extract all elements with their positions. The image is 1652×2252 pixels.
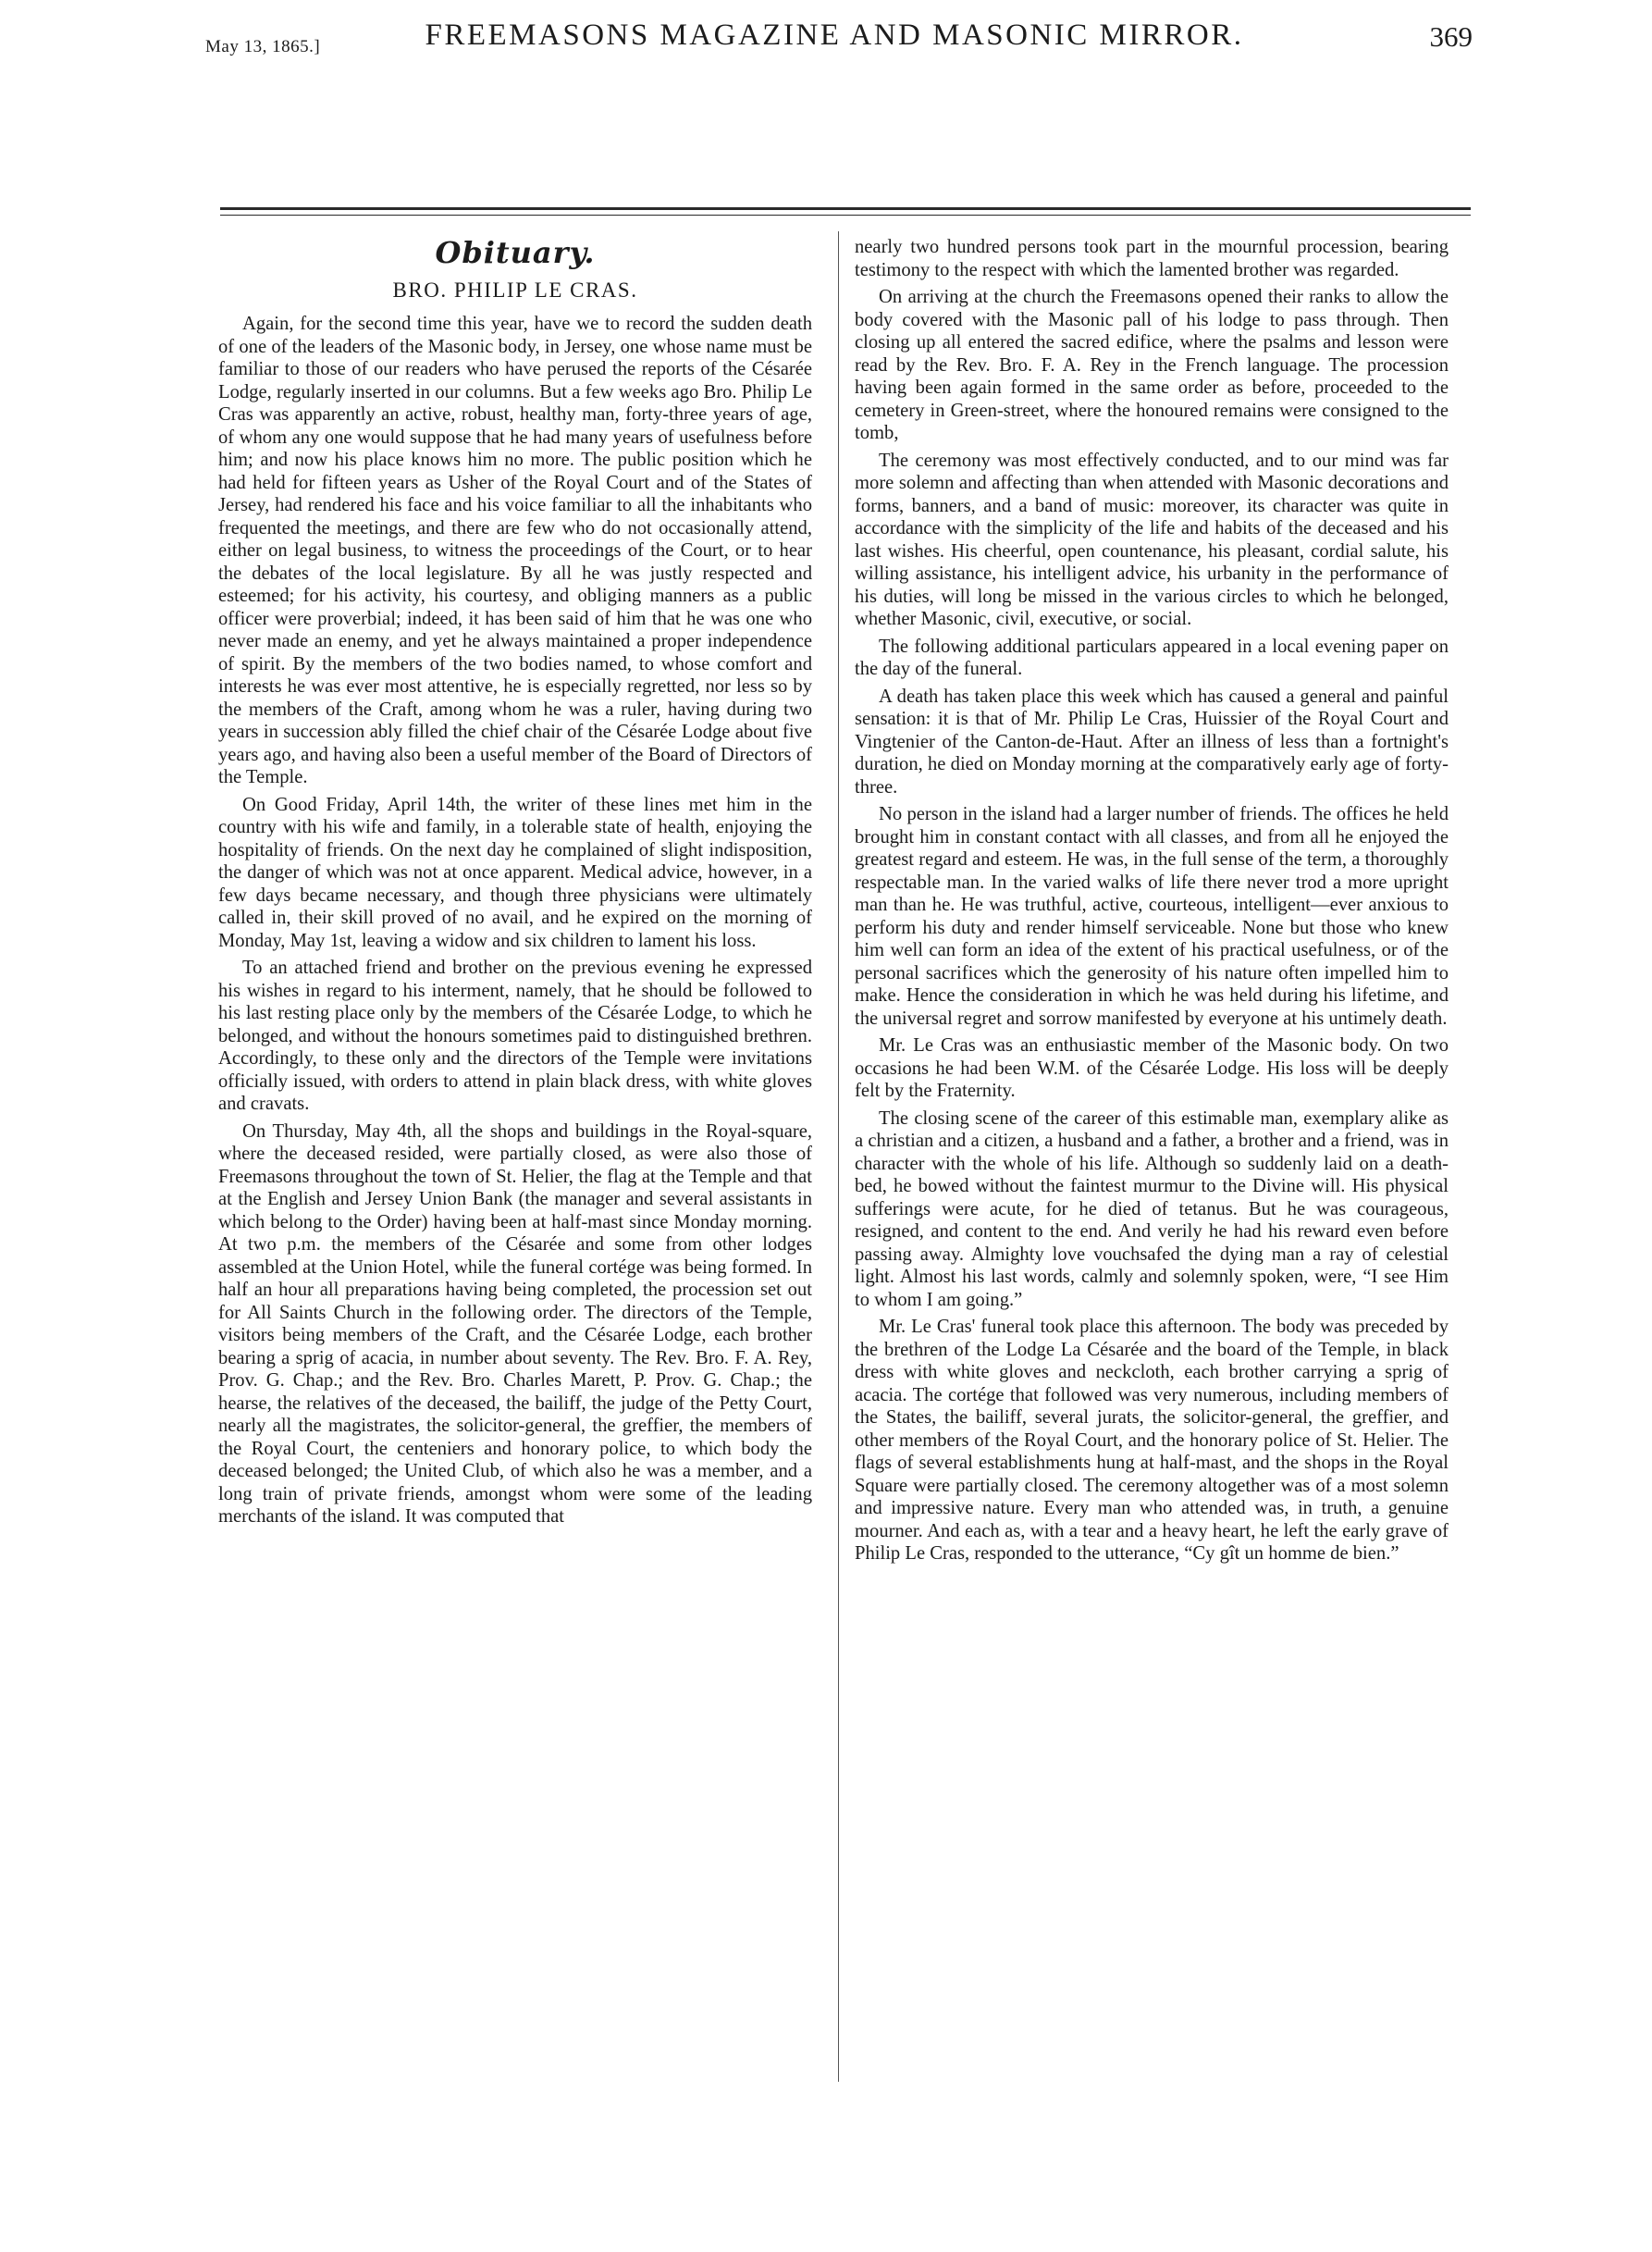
- paragraph: The following additional particulars appeared in a local evening paper on the day of the funeral.: [855, 636, 1449, 679]
- paragraph: On Good Friday, April 14th, the writer of these lines met him in the country with his wife and family, in a tolerable state of health, enjoying the hospitality of friends. On the next day he complained of slight indisposition, the danger of which was not at once apparent. Medical advice, however, in a few days became necessary, and though three physicians were ultimately called in, their skill proved of no avail, and he expired on the morning of Monday, May 1st, leaving a widow and six children to lament his loss.: [218, 794, 812, 951]
- paragraph: The closing scene of the career of this estimable man, exemplary alike as a christian and a citizen, a husband and a father, a brother and a friend, was in character with the whole of his life. Although so suddenly laid on a death-bed, he bowed without the faintest murmur to the Divine will. His physical sufferings were acute, for he died of tetanus. But he was courageous, resigned, and content to the end. And verily he had his reward even before passing away. Almighty love vouchsafed the dying man a ray of celestial light. Almost his last words, calmly and solemnly spoken, were, “I see Him to whom I am going.”: [855, 1107, 1449, 1310]
- paragraph: Mr. Le Cras' funeral took place this afternoon. The body was preceded by the brethren of the Lodge La Césarée and the board of the Temple, in black dress with white gloves and neckcloth, each brother carrying a sprig of acacia. The cortége that followed was very numerous, including members of the States, the bailiff, several jurats, the solicitor-general, the greffier, and other members of the Royal Court, and the honorary police of St. Helier. The flags of several establishments hung at half-mast, and the shops in the Royal Square were partially closed. The ceremony altogether was of a most solemn and impressive nature. Every man who attended was, in truth, a genuine mourner. And each as, with a tear and a heavy heart, he left the early grave of Philip Le Cras, responded to the utterance, “Cy gît un homme de bien.”: [855, 1317, 1449, 1564]
- paragraph: To an attached friend and brother on the previous evening he expressed his wishes in regard to his interment, namely, that he should be followed to his last resting place only by the members of the Césarée Lodge, to which he belonged, and without the honours sometimes paid to distinguished brethren. Accordingly, to these only and the directors of the Temple were invitations officially issued, with orders to attend in plain black dress, with white gloves and cravats.: [218, 958, 812, 1114]
- paragraph: Again, for the second time this year, have we to record the sudden death of one of the leaders of the Masonic body, in Jersey, one whose name must be familiar to those of our readers who have perused the reports of the Césarée Lodge, regularly inserted in our columns. But a few weeks ago Bro. Philip Le Cras was apparently an active, robust, healthy man, forty-three years of age, of whom any one would suppose that he had many years of usefulness before him; and now his place knows him no more. The public position which he had held for fifteen years as Usher of the Royal Court and of the States of Jersey, had rendered his face and his voice familiar to all the inhabitants who frequented the meetings, and there are few who do not occasionally attend, either on legal business, to witness the proceedings of the Court, or to hear the debates of the local legislature. By all he was justly respected and esteemed; for his activity, his courtesy, and obliging manners as a public officer were proverbial; indeed, it has been said of him that he was one who never made an enemy, and yet he always maintained a proper independence of spirit. By the members of the two bodies named, to whose comfort and interests he was ever most attentive, he is especially regretted, nor less so by the members of the Craft, among whom he was a ruler, having during two years in succession ably filled the chief chair of the Césarée Lodge about five years ago, and having also been a useful member of the Board of Directors of the Temple.: [218, 314, 812, 787]
- page-number: 369: [1429, 20, 1473, 53]
- article-subheading: BRO. PHILIP LE CRAS.: [392, 278, 638, 302]
- left-column: [218, 236, 812, 1528]
- paragraph: nearly two hundred persons took part in the mournful procession, bearing testimony to the respect with which the lamented brother was regarded.: [855, 237, 1449, 280]
- header-rule-thin: [220, 215, 1471, 216]
- paragraph: On Thursday, May 4th, all the shops and buildings in the Royal-square, where the deceased resided, were partially closed, as were also those of Freemasons throughout the town of St. Helier, the flag at the Temple and that at the English and Jersey Union Bank (the manager and several assistants in which belong to the Order) having been at half-mast since Monday morning. At two p.m. the members of the Césarée and some from other lodges assembled at the Union Hotel, while the funeral cortége was being formed. In half an hour all preparations having being completed, the procession set out for All Saints Church in the following order. The directors of the Temple, visitors being members of the Craft, and the Césarée Lodge, each brother bearing a sprig of acacia, in number about seventy. The Rev. Bro. F. A. Rey, Prov. G. Chap.; and the Rev. Bro. Charles Marett, P. Prov. G. Chap.; the hearse, the relatives of the deceased, the bailiff, the judge of the Petty Court, nearly all the magistrates, the solicitor-general, the greffier, the members of the Royal Court, the centeniers and honorary police, to which body the deceased belonged; the United Club, of which also he was a member, and a long train of private friends, amongst whom were some of the leading merchants of the island. It was computed that: [218, 1120, 812, 1527]
- page-header: [205, 17, 1473, 81]
- paragraph: No person in the island had a larger number of friends. The offices he held brought him in constant contact with all classes, and from all he enjoyed the greatest regard and esteem. He was, in the full sense of the term, a thoroughly respectable man. In the varied walks of life there never trod a more upright man than he. He was truthful, active, courteous, intelligent—ever anxious to perform his duty and render himself serviceable. None but those who knew him well can form an idea of the extent of his practical usefulness, or of the personal sacrifices which the generosity of his nature often impelled him to make. Hence the consideration in which he was held during his lifetime, and the universal regret and sorrow manifested by everyone at his untimely death.: [855, 804, 1449, 1029]
- section-title: Obituary.: [435, 235, 596, 270]
- right-column: [855, 236, 1449, 1565]
- header-title: FREEMASONS MAGAZINE AND MASONIC MIRROR.: [425, 19, 1244, 52]
- header-date: May 13, 1865.]: [205, 37, 321, 56]
- header-rule: [220, 207, 1471, 210]
- paragraph: Mr. Le Cras was an enthusiastic member of the Masonic body. On two occasions he had been W.M. of the Césarée Lodge. His loss will be deeply felt by the Fraternity.: [855, 1035, 1449, 1101]
- paragraph: On arriving at the church the Freemasons opened their ranks to allow the body covered with the Masonic pall of his lodge to pass through. Then closing up all entered the sacred edifice, where the psalms and lesson were read by the Rev. Bro. F. A. Rey in the French language. The procession having been again formed in the same order as before, proceeded to the cemetery in Green-street, where the honoured remains were consigned to the tomb,: [855, 287, 1449, 443]
- column-divider: [838, 231, 839, 2082]
- paragraph: The ceremony was most effectively conducted, and to our mind was far more solemn and affecting than when attended with Masonic decorations and forms, banners, and a band of music: moreover, its character was quite in accordance with the simplicity of the life and habits of the deceased and his last wishes. His cheerful, open countenance, his pleasant, cordial salute, his willing assistance, his intelligent advice, his urbanity in the performance of his duties, will long be missed in the various circles to which he belonged, whether Masonic, civil, executive, or social.: [855, 450, 1449, 629]
- paragraph: A death has taken place this week which has caused a general and painful sensation: it is that of Mr. Philip Le Cras, Huissier of the Royal Court and Vingtenier of the Canton-de-Haut. After an illness of less than a fortnight's duration, he died on Monday morning at the comparatively early age of forty-three.: [855, 686, 1449, 798]
